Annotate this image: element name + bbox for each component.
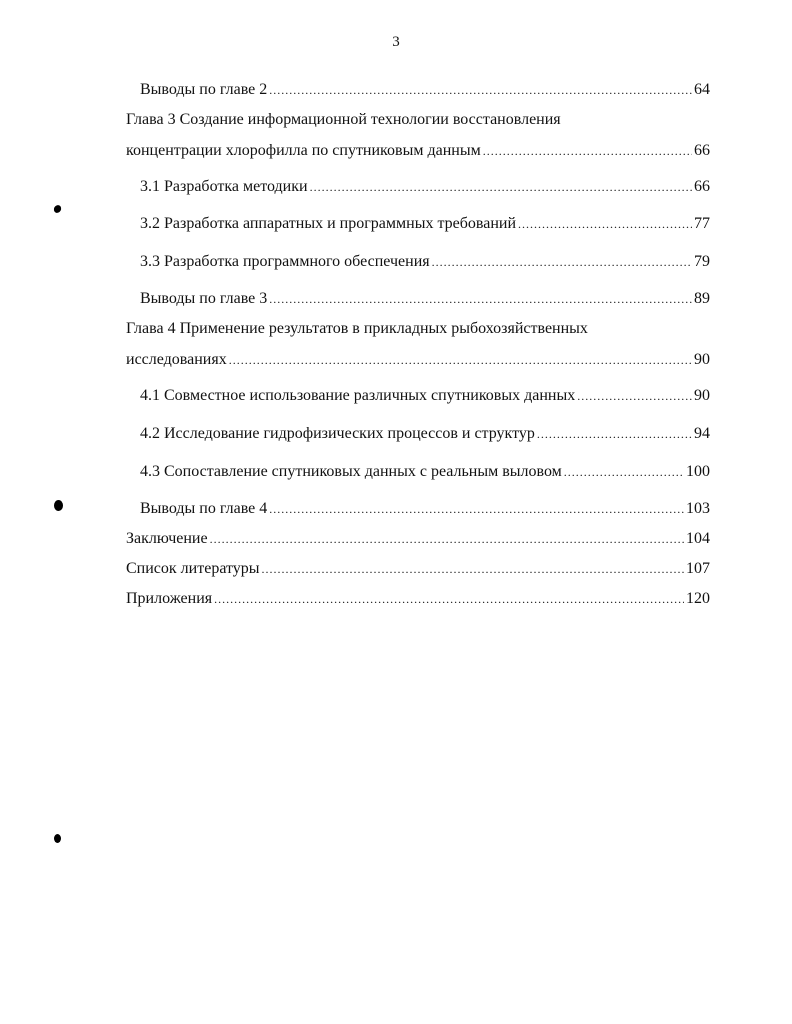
toc-page: 79	[694, 253, 710, 270]
toc-label: 4.3 Сопоставление спутниковых данных с реальным выловом	[140, 463, 562, 480]
toc-label: Глава 3 Создание информационной технологии восстановления	[126, 111, 561, 128]
toc-label: 4.2 Исследование гидрофизических процессов и структур	[140, 425, 535, 442]
toc-entry-references[interactable]	[126, 559, 710, 579]
toc-entry-4-3[interactable]	[126, 462, 710, 482]
toc-label: Выводы по главе 4	[140, 500, 268, 517]
toc-label: 3.3 Разработка программного обеспечения	[140, 253, 430, 270]
toc-page: 104	[686, 530, 710, 547]
toc-label: Приложения	[126, 590, 213, 607]
toc-entry-4-1[interactable]	[126, 386, 710, 406]
dot-leader	[310, 177, 692, 197]
dot-leader	[269, 499, 684, 519]
dot-leader	[229, 350, 692, 370]
toc-page: 89	[694, 290, 710, 307]
toc-entry-4-2[interactable]	[126, 424, 710, 444]
toc-page: 120	[686, 590, 710, 607]
toc-page: 90	[694, 351, 710, 368]
toc-page: 66	[694, 142, 710, 159]
toc-page: 64	[694, 81, 710, 98]
toc-label: концентрации хлорофилла по спутниковым данным	[126, 142, 481, 159]
toc-label: 4.1 Совместное использование различных спутниковых данных	[140, 387, 576, 404]
punch-hole-mark	[54, 834, 61, 843]
toc-entry-appendices[interactable]	[126, 589, 710, 609]
toc-label: исследованиях	[126, 351, 227, 368]
toc-label: 3.2 Разработка аппаратных и программных требований	[140, 215, 516, 232]
toc-entry-3-3[interactable]	[126, 252, 710, 272]
toc-label: Заключение	[126, 530, 208, 547]
toc-label: 3.1 Разработка методики	[140, 178, 308, 195]
dot-leader	[214, 589, 684, 609]
toc-entry-conclusion[interactable]	[126, 529, 710, 549]
toc-entry-chapter3-title[interactable]	[126, 110, 710, 130]
toc-entry-summary-ch3[interactable]	[126, 289, 710, 309]
dot-leader	[269, 80, 692, 100]
toc-entry-summary-ch2[interactable]	[126, 80, 710, 100]
toc-entry-chapter3[interactable]	[126, 141, 710, 161]
toc-entry-3-1[interactable]	[126, 177, 710, 197]
punch-hole-mark	[52, 204, 62, 214]
page-number: 3	[392, 34, 400, 50]
toc-page: 90	[694, 387, 710, 404]
toc-page: 77	[694, 215, 710, 232]
toc-page: 94	[694, 425, 710, 442]
dot-leader	[269, 289, 692, 309]
toc-entry-chapter4-title[interactable]	[126, 319, 710, 339]
dot-leader	[210, 529, 684, 549]
dot-leader	[577, 386, 692, 406]
toc-page: 66	[694, 178, 710, 195]
dot-leader	[564, 462, 684, 482]
punch-hole-mark	[54, 500, 63, 511]
toc-label: Глава 4 Применение результатов в прикладных рыбохозяйственных	[126, 320, 588, 337]
toc-page: 100	[686, 463, 710, 480]
dot-leader	[262, 559, 684, 579]
toc-page: 103	[686, 500, 710, 517]
toc-page: 107	[686, 560, 710, 577]
toc-entry-summary-ch4[interactable]	[126, 499, 710, 519]
toc-entry-chapter4[interactable]	[126, 350, 710, 370]
toc-label: Выводы по главе 2	[140, 81, 268, 98]
dot-leader	[483, 141, 692, 161]
toc-entry-3-2[interactable]	[126, 214, 710, 234]
dot-leader	[537, 424, 692, 444]
toc-label: Выводы по главе 3	[140, 290, 268, 307]
dot-leader	[432, 252, 692, 272]
dot-leader	[518, 214, 692, 234]
toc-label: Список литературы	[126, 560, 260, 577]
